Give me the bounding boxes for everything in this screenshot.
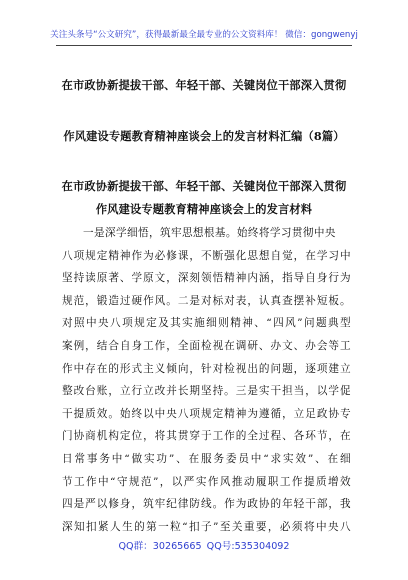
paragraph-line: 干提质效。始终以中央八项规定精神为遵循，立足政协专	[62, 407, 351, 420]
header-divider	[56, 45, 352, 46]
header-banner: 关注头条号“公文研究”，获得最新最全最专业的公文资料库！ 微信：gongwenyj	[50, 30, 358, 40]
paragraph-line: 深知扣紧人生的第一粒“扣子”至关重要，必须将中央八	[62, 520, 351, 533]
paragraph-line: 整改台账，立行立改并长期坚持。三是实干担当，以学促	[62, 385, 351, 398]
paragraph-line: 案例，结合自身工作，全面检视在调研、办文、办会等工	[62, 339, 351, 352]
paragraph-line: 坚持读原著、学原文，深刻领悟精神内涵，指导自身行为	[62, 272, 351, 285]
section-title-line-1: 在市政协新提拔干部、年轻干部、关键岗位干部深入贯彻	[61, 179, 347, 193]
document-title-line-2: 作风建设专题教育精神座谈会上的发言材料汇编（8篇）	[63, 129, 345, 143]
paragraph-line: 门协商机构定位，将其贯穿于工作的全过程、各环节，在	[62, 430, 351, 443]
footer-contact: QQ群：30265665 QQ号:535304092	[118, 541, 290, 552]
body-text	[62, 222, 351, 538]
paragraph-line: 四是严以修身，筑牢纪律防线。作为政协的年轻干部，我	[62, 498, 351, 511]
paragraph-line: 节工作中“守规范”，以严实作风推动履职工作提质增效	[62, 475, 351, 488]
section-title-line-2: 作风建设专题教育精神座谈会上的发言材料	[95, 202, 313, 216]
paragraph-line: 对照中央八项规定及其实施细则精神、“四风”问题典型	[62, 317, 351, 330]
paragraph-line: 八项规定精神作为必修课，不断强化思想自觉，在学习中	[62, 249, 351, 262]
paragraph-line: 日常事务中“做实功”、在服务委员中“求实效”、在细	[62, 452, 351, 465]
paragraph-line: 一是深学细悟，筑牢思想根基。始终将学习贯彻中央	[83, 227, 336, 239]
document-title-line-1: 在市政协新提拔干部、年轻干部、关键岗位干部深入贯彻	[61, 78, 347, 92]
paragraph-line: 规范，锻造过硬作风。二是对标对表，认真查摆补短板。	[62, 294, 351, 307]
paragraph-line: 作中存在的形式主义倾向，针对检视出的问题，逐项建立	[62, 362, 351, 375]
